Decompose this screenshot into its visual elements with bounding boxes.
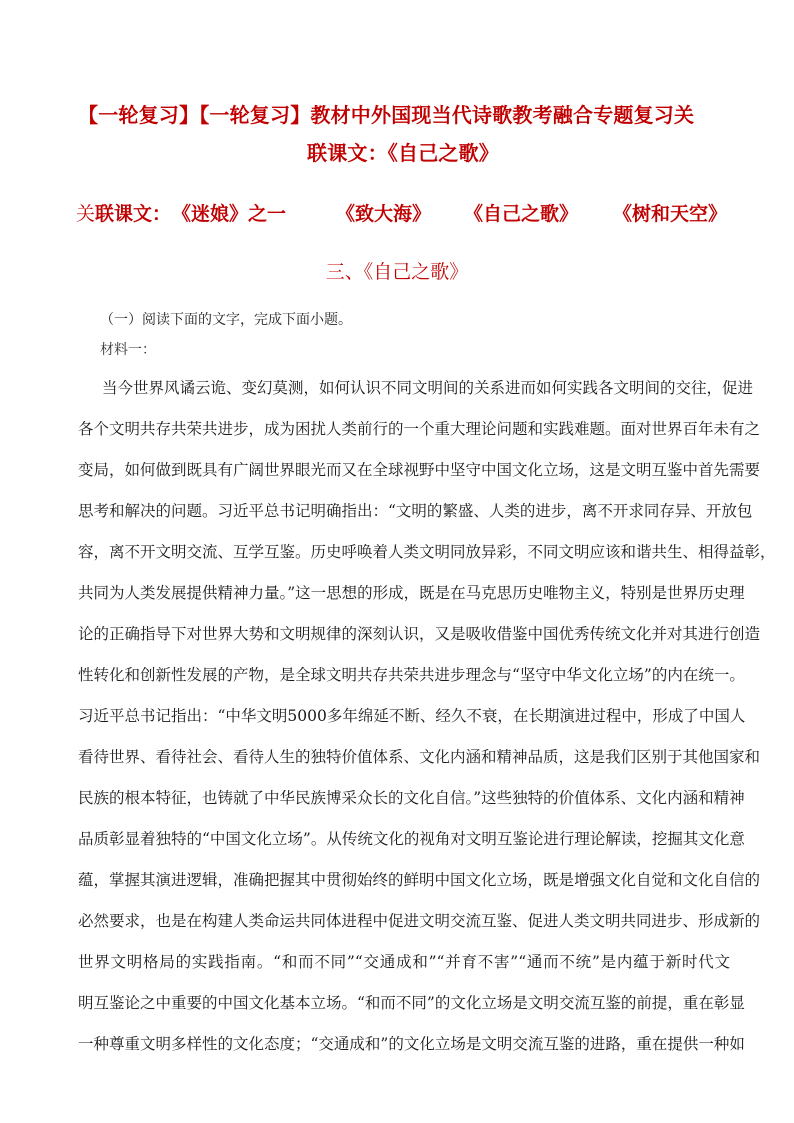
passage-line: 一种尊重文明多样性的文化态度；“交通成和”的文化立场是文明交流互鉴的进路，重在提供一种如 — [78, 1035, 745, 1053]
passage-line: 思考和解决的问题。习近平总书记明确指出：“文明的繁盛、人类的进步，离不开求同存异、开放包 — [78, 502, 753, 520]
passage-line: 明互鉴论之中重要的中国文化基本立场。“和而不同”的文化立场是文明交流互鉴的前提，重在彰显 — [78, 994, 745, 1012]
related-work-mignon: 《迷娘》之一 — [172, 203, 287, 225]
related-texts-line — [76, 196, 726, 232]
material-label: 材料一： — [100, 342, 156, 358]
title-line-2: 联课文：《自己之歌》 — [307, 141, 499, 165]
passage-line: 必然要求，也是在构建人类命运共同体进程中促进文明交流互鉴、促进人类文明共同进步、形成新的 — [78, 912, 761, 930]
related-work-song-of-myself: 《自己之歌》 — [464, 203, 579, 225]
related-work-trees-and-sky: 《树和天空》 — [613, 203, 728, 225]
related-label: 联课文： — [95, 203, 172, 225]
page-title — [78, 96, 728, 172]
passage-line: 容，离不开文明交流、互学互鉴。历史呼唤着人类文明同放异彩，不同文明应该和谐共生、相得益彰， — [78, 543, 776, 561]
passage-line: 共同为人类发展提供精神力量。”这一思想的形成，既是在马克思历史唯物主义，特别是世界历史理 — [78, 584, 745, 602]
section-heading: 三、《自己之歌》 — [325, 261, 469, 283]
passage-line: 性转化和创新性发展的产物，是全球文明共存共荣共进步理念与“坚守中华文化立场”的内在统一。 — [78, 666, 745, 684]
related-lead-char: 关 — [76, 203, 96, 225]
passage-line: 蕴，掌握其演进逻辑，准确把握其中贯彻始终的鲜明中国文化立场，既是增强文化自觉和文化自信的 — [78, 871, 761, 889]
passage-line: 各个文明共存共荣共进步，成为困扰人类前行的一个重大理论问题和实践难题。面对世界百年未有之 — [78, 420, 761, 438]
passage-line: 变局，如何做到既具有广阔世界眼光而又在全球视野中坚守中国文化立场，这是文明互鉴中首先需要 — [78, 461, 761, 479]
question-instruction: （一）阅读下面的文字，完成下面小题。 — [100, 312, 352, 328]
passage-line: 品质彰显着独特的“中国文化立场”。从传统文化的视角对文明互鉴论进行理论解读，挖掘其文化意 — [78, 830, 745, 848]
related-work-to-the-sea: 《致大海》 — [336, 203, 432, 225]
title-line-1: 【一轮复习】【一轮复习】教材中外国现当代诗歌教考融合专题复习关 — [78, 103, 695, 127]
passage-line: 习近平总书记指出：“中华文明5000多年绵延不断、经久不衰，在长期演进过程中，形成了中国人 — [78, 707, 746, 725]
passage-body — [78, 368, 776, 1065]
passage-line: 看待世界、看待社会、看待人生的独特价值体系、文化内涵和精神品质，这是我们区别于其他国家和 — [78, 748, 761, 766]
passage-line: 世界文明格局的实践指南。“和而不同”“交通成和”“并育不害”“通而不统”是内蕴于新时代文 — [78, 953, 730, 971]
passage-line: 当今世界风谲云诡、变幻莫测，如何认识不同文明间的关系进而如何实践各文明间的交往，促进 — [102, 379, 754, 397]
passage-line: 民族的根本特征，也铸就了中华民族博采众长的文化自信。”这些独特的价值体系、文化内涵和精神 — [78, 789, 745, 807]
passage-line: 论的正确指导下对世界大势和文明规律的深刻认识，又是吸收借鉴中国优秀传统文化并对其进行创造 — [78, 625, 761, 643]
